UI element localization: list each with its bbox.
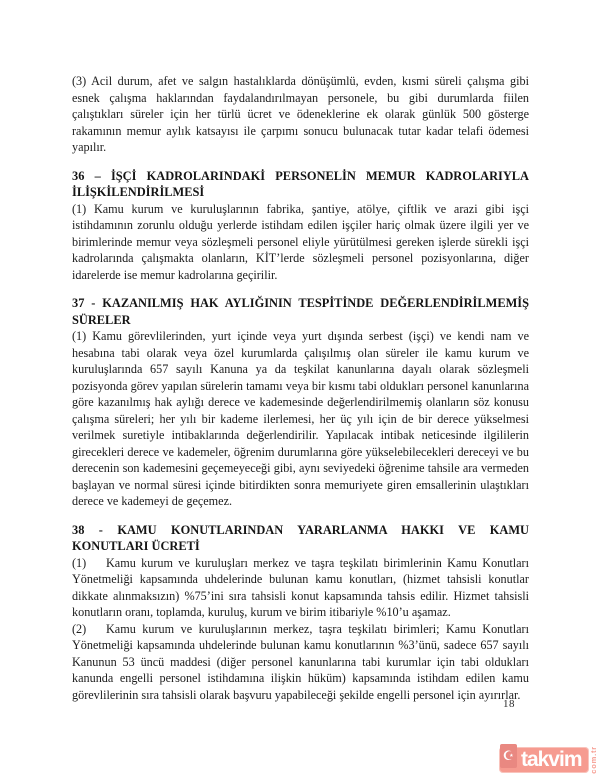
turkish-flag-badge	[500, 744, 517, 768]
section-37-heading: 37 - KAZANILMIŞ HAK AYLIĞININ TESPİTİNDE DEĞERLENDİRİLMEMİŞ SÜRELER	[72, 296, 529, 327]
paragraph-intro: (3) Acil durum, afet ve salgın hastalıklarda dönüşümlü, evden, kısmi süreli çalışma gibi esnek çalışma haklarından faydalandırılmayan personele, bu gibi durumlarda fiilen çalıştıkları süreler için her türlü ücret ve ödeneklerine ek olarak günlük 500 gösterge rakamının memur aylık katsayısı ile çarpımı sonucu bulunacak tutar kadar telafi ödemesi yapılır.	[72, 74, 529, 154]
section-36-heading: 36 – İŞÇİ KADROLARINDAKİ PERSONELİN MEMUR KADROLARIYLA İLİŞKİLENDİRİLMESİ	[72, 168, 529, 199]
section-38-paragraph-1	[72, 555, 529, 621]
takvim-domain-text: com.tr	[588, 746, 598, 774]
paragraph-number-label: (1)	[72, 555, 87, 570]
page-number: 18	[503, 698, 515, 710]
paragraph-number-label: (2)	[72, 621, 87, 636]
section-36-paragraph-1: (1) Kamu kurum ve kuruluşlarının fabrika, şantiye, atölye, çiftlik ve arazi gibi işçi istihdamının zorunlu olduğu yerlerde istihdam edilen işçiler hariç olmak üzere ilgili yer ve birimlerinde memur veya sözleşmeli personel eliyle yürütülmesi gereken işlerde sürekli işçi kadrolarında çalışmakta olanların, KİT’lerde sözleşmeli personel pozisyonlarına, diğer idarelerde ise memur kadrolarına geçirilir.	[72, 201, 529, 282]
document-content	[72, 73, 529, 703]
takvim-watermark	[499, 746, 597, 774]
crescent-star-icon: ☪	[502, 748, 515, 764]
takvim-logo-box	[499, 747, 589, 773]
section-38-paragraph-2	[72, 621, 529, 704]
paragraph-text: Kamu kurum ve kuruluşlarının merkez, taşra teşkilatı birimleri; Kamu Konutları Yönetmeliği kapsamında uhdelerinde bulunan kamu konutlarının %3’ünü, sadece 657 sayılı Kanunun 53 üncü maddesi (diğer personel kanunlarına tabi kurumlar için tabi oldukları kanunda engelli personel istihdamına ilişkin hüküm) kapsamında istihdam edilen kamu görevlilerinin sıra tahsisli olarak başvuru yapabileceği şekilde engelli personel için ayırırlar.	[72, 621, 529, 702]
takvim-logo-text: takvim	[520, 747, 582, 771]
section-37-paragraph-1: (1) Kamu görevlilerinden, yurt içinde veya yurt dışında serbest (işçi) ve kendi nam ve hesabına tabi olarak veya özel kurumlarda çalışılmış olan süreler ile kamu kurum ve kuruluşlarında 657 sayılı Kanuna ya da teşkilat kanunlarına dayalı olarak sözleşmeli pozisyonda görev yapılan sürelerin tamamı veya bir kısmı tabi oldukları personel kanunlarına göre kazanılmış hak aylığı derece ve kademesinde değerlendirilmemiş olanların söz konusu çalışma süreleri; her yılı bir kademe ilerlemesi, her üç yılı için de bir derece yükselmesi verilmek suretiyle intibaklarında değerlendirilir. Yapılacak intibak neticesinde ilgililerin girecekleri derece ve kademeler, öğrenim durumlarına göre yükselebilecekleri dereceyi ve bu derecenin son kademesini geçemeyeceği gibi, aynı seviyedeki öğrenime tahsile ara vermeden başlayan ve normal süresi içinde bitirdikten sonra memuriyete giren emsallerinin ulaştıkları derece ve kademeyi de geçemez.	[72, 329, 529, 508]
paragraph-text: Kamu kurum ve kuruluşları merkez ve taşra teşkilatı birimlerinin Kamu Konutları Yönetmeliği kapsamında uhdelerinde bulunan kamu konutları, (hizmet tahsisli konutlar dikkate alınmaksızın) %75’ini sıra tahsisli konut kapsamında tahsis edilir. Hizmet tahsisli konutların oranı, toplamda, kuruluş, kurum ve birim itibariyle %10’u aşamaz.	[72, 555, 529, 619]
section-38-heading: 38 - KAMU KONUTLARINDAN YARARLANMA HAKKI VE KAMU KONUTLARI ÜCRETİ	[72, 522, 529, 553]
